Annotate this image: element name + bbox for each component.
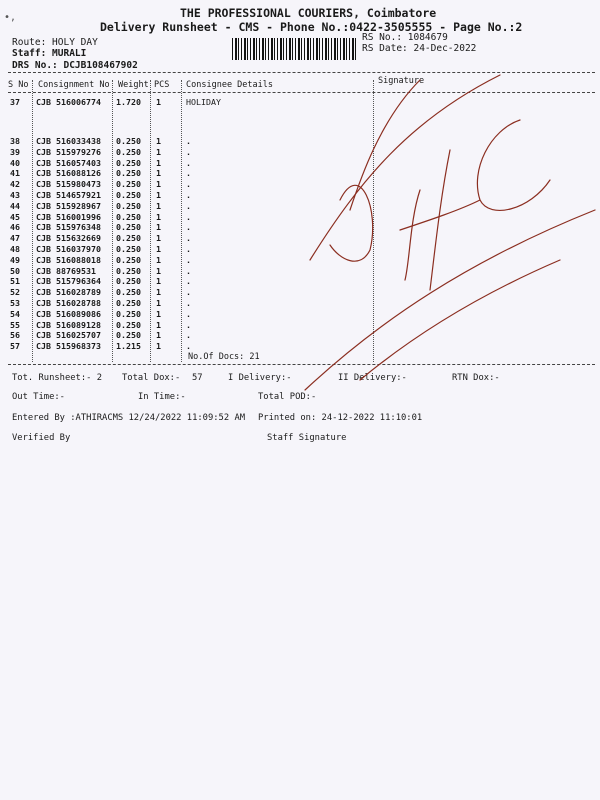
cell-pcs: 1 [156,146,161,157]
cell-cons: CJB 516088018 [36,254,101,265]
cell-cons: CJB 516088126 [36,168,101,179]
total-dox-value: 57 [192,373,203,383]
cell-pcs: 1 [156,276,161,287]
cell-det: . [186,136,191,146]
cell-wt: 0.250 [116,330,141,341]
cell-sno: 41 [10,168,20,179]
cell-sno: 43 [10,190,20,200]
cell-cons: CJB 88769531 [36,265,96,276]
cell-wt: 0.250 [116,222,141,233]
i-delivery: I Delivery:- [228,373,292,383]
cell-sno: 51 [10,276,20,287]
col-consignment: Consignment No [38,80,110,90]
cell-wt: 0.250 [116,233,141,244]
corner-mark: •, [4,12,17,23]
cell-sno: 40 [10,157,20,168]
cell-det: . [186,190,191,200]
cell-wt: 0.250 [116,200,141,211]
cell-pcs: 1 [156,308,161,319]
cell-pcs: 1 [156,298,161,308]
staff: Staff: MURALI [12,48,87,59]
cell-det: . [186,211,191,222]
cell-pcs: 1 [156,254,161,265]
cell-pcs: 1 [156,244,161,254]
col-consignee: Consignee Details [186,80,273,90]
cell-cons: CJB 516025707 [36,330,101,341]
cell-det: . [186,330,191,341]
cell-pcs: 1 [156,179,161,190]
cell-wt: 0.250 [116,179,141,190]
cell-det: HOLIDAY [186,97,221,107]
cell-wt: 0.250 [116,244,141,254]
cell-sno: 53 [10,298,20,308]
cell-det: . [186,298,191,308]
cell-cons: CJB 516089128 [36,319,101,330]
cell-det: . [186,168,191,179]
rtn-dox: RTN Dox:- [452,373,500,383]
cell-sno: 52 [10,287,20,298]
cell-wt: 0.250 [116,319,141,330]
cell-sno: 37 [10,97,20,107]
cell-pcs: 1 [156,211,161,222]
cell-det: . [186,341,191,352]
cell-cons: CJB 515928967 [36,200,101,211]
cell-cons: CJB 515976348 [36,222,101,233]
cell-wt: 0.250 [116,157,141,168]
cell-cons: CJB 515968373 [36,341,101,352]
cell-sno: 54 [10,308,20,319]
col-pcs: PCS [154,80,170,90]
cell-cons: CJB 516033438 [36,136,101,146]
cell-pcs: 1 [156,97,161,107]
cell-pcs: 1 [156,319,161,330]
ii-delivery: II Delivery:- [338,373,407,383]
cell-pcs: 1 [156,341,161,352]
cell-wt: 0.250 [116,146,141,157]
total-pod: Total POD:- [258,392,317,402]
cell-sno: 44 [10,200,20,211]
cell-cons: CJB 516001996 [36,211,101,222]
cell-cons: CJB 516057403 [36,157,101,168]
cell-cons: CJB 516089086 [36,308,101,319]
cell-pcs: 1 [156,136,161,146]
cell-pcs: 1 [156,287,161,298]
cell-wt: 1.215 [116,341,141,352]
no-of-docs: No.Of Docs: 21 [188,352,260,362]
cell-sno: 46 [10,222,20,233]
printed-on: Printed on: 24-12-2022 11:10:01 [258,413,423,423]
total-dox-label: Total Dox:- [122,373,181,383]
cell-sno: 39 [10,146,20,157]
cell-sno: 56 [10,330,20,341]
barcode [232,38,357,60]
cell-det: . [186,276,191,287]
cell-pcs: 1 [156,190,161,200]
cell-cons: CJB 516037970 [36,244,101,254]
col-weight: Weight [118,80,149,90]
cell-wt: 0.250 [116,276,141,287]
drs-number: DRS No.: DCJB108467902 [12,60,138,71]
col-signature: Signature [378,76,425,86]
cell-cons: CJB 515979276 [36,146,101,157]
cell-cons: CJB 516006774 [36,97,101,107]
cell-cons: CJB 516028789 [36,287,101,298]
runsheet-title: Delivery Runsheet - CMS - Phone No.:0422-3505555 - Page No.:2 [100,20,523,34]
cell-pcs: 1 [156,200,161,211]
col-sno: S No [8,80,29,90]
cell-sno: 47 [10,233,20,244]
cell-wt: 0.250 [116,265,141,276]
cell-wt: 0.250 [116,254,141,265]
cell-cons: CJB 516028788 [36,298,101,308]
cell-det: . [186,308,191,319]
cell-cons: CJB 515632669 [36,233,101,244]
rs-date: RS Date: 24-Dec-2022 [362,43,477,54]
route: Route: HOLY DAY [12,37,98,48]
cell-sno: 49 [10,254,20,265]
cell-pcs: 1 [156,157,161,168]
company-name: THE PROFESSIONAL COURIERS, Coimbatore [180,6,437,20]
cell-det: . [186,244,191,254]
cell-wt: 0.250 [116,190,141,200]
rs-number: RS No.: 1084679 [362,32,448,43]
cell-wt: 0.250 [116,287,141,298]
cell-cons: CJB 515980473 [36,179,101,190]
cell-sno: 38 [10,136,20,146]
tot-runsheet: Tot. Runsheet:- 2 [12,373,103,383]
cell-sno: 48 [10,244,20,254]
cell-det: . [186,265,191,276]
cell-det: . [186,179,191,190]
cell-cons: CJB 515796364 [36,276,101,287]
out-time: Out Time:- [12,392,65,402]
cell-pcs: 1 [156,222,161,233]
cell-wt: 0.250 [116,298,141,308]
verified-by: Verified By [12,433,71,443]
cell-pcs: 1 [156,233,161,244]
entered-by: Entered By :ATHIRACMS 12/24/2022 11:09:52 AM [12,413,246,423]
in-time: In Time:- [138,392,186,402]
cell-det: . [186,254,191,265]
cell-det: . [186,222,191,233]
cell-pcs: 1 [156,330,161,341]
cell-wt: 0.250 [116,168,141,179]
cell-det: . [186,233,191,244]
cell-wt: 1.720 [116,97,141,107]
cell-pcs: 1 [156,265,161,276]
cell-sno: 50 [10,265,20,276]
cell-det: . [186,287,191,298]
cell-cons: CJB 514657921 [36,190,101,200]
cell-pcs: 1 [156,168,161,179]
cell-det: . [186,200,191,211]
cell-wt: 0.250 [116,308,141,319]
cell-det: . [186,146,191,157]
cell-sno: 57 [10,341,20,352]
cell-wt: 0.250 [116,136,141,146]
cell-det: . [186,319,191,330]
staff-signature: Staff Signature [267,433,347,443]
cell-sno: 45 [10,211,20,222]
cell-wt: 0.250 [116,211,141,222]
cell-sno: 42 [10,179,20,190]
handwritten-signature [300,60,600,400]
cell-sno: 55 [10,319,20,330]
cell-det: . [186,157,191,168]
